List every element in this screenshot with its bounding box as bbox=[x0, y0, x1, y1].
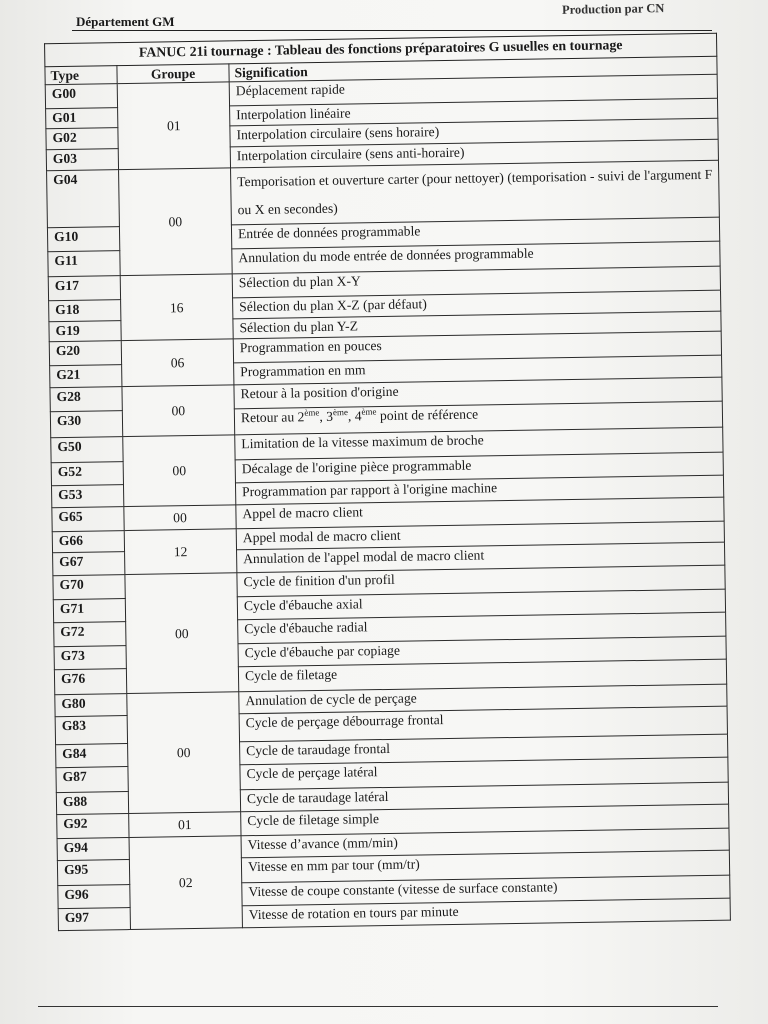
g-code-cell: G28 bbox=[50, 387, 122, 412]
g-code-cell: G50 bbox=[51, 437, 123, 463]
g-code-cell: G96 bbox=[58, 885, 130, 909]
meaning-cell: Décalage de l'origine pièce programmable bbox=[235, 452, 723, 483]
group-cell: 00 bbox=[123, 435, 236, 507]
meaning-cell: Cycle de filetage bbox=[238, 659, 726, 692]
g-code-cell: G03 bbox=[46, 149, 118, 171]
g-code-cell: G53 bbox=[51, 485, 123, 508]
meaning-cell: Limitation de la vitesse maximum de broche bbox=[235, 427, 723, 460]
group-cell: 00 bbox=[122, 385, 235, 437]
meaning-cell: Sélection du plan Y-Z bbox=[233, 311, 721, 339]
footer-rule bbox=[38, 1006, 718, 1007]
g-code-cell: G94 bbox=[57, 838, 129, 861]
meaning-cell: Cycle d'ébauche axial bbox=[237, 589, 725, 620]
g-code-cell: G84 bbox=[56, 744, 128, 768]
meaning-cell: Cycle de finition d'un profil bbox=[237, 565, 725, 597]
g-code-cell: G00 bbox=[45, 84, 117, 109]
header-rule bbox=[72, 30, 712, 31]
meaning-cell: Programmation par rapport à l'origine machine bbox=[235, 475, 723, 505]
group-cell: 01 bbox=[117, 82, 230, 170]
meaning-cell: Programmation en pouces bbox=[233, 331, 721, 363]
meaning-text-part: Retour au 2 bbox=[240, 409, 305, 426]
meaning-cell: Vitesse de rotation en tours par minute bbox=[242, 898, 730, 928]
meaning-cell: Cycle de perçage débourrage frontal bbox=[239, 706, 727, 742]
meaning-cell: Interpolation circulaire (sens horaire) bbox=[230, 118, 718, 147]
g-code-cell: G83 bbox=[55, 716, 127, 745]
g-code-cell: G52 bbox=[51, 462, 123, 486]
table-body bbox=[45, 74, 730, 930]
g-code-cell: G71 bbox=[53, 599, 125, 623]
meaning-cell: Cycle d'ébauche radial bbox=[238, 612, 726, 644]
table-title: FANUC 21i tournage : Tableau des fonctions préparatoires G usuelles en tournage bbox=[45, 33, 717, 67]
meaning-cell: Cycle d'ébauche par copiage bbox=[238, 636, 726, 667]
group-cell: 00 bbox=[124, 505, 236, 531]
meaning-cell: Cycle de taraudage frontal bbox=[240, 734, 728, 765]
g-code-cell: G73 bbox=[54, 646, 126, 670]
meaning-cell: Annulation du mode entrée de données programmable bbox=[232, 241, 720, 274]
group-cell: 00 bbox=[119, 168, 233, 276]
meaning-cell: Vitesse de coupe constante (vitesse de surface constante) bbox=[242, 875, 730, 906]
ordinal-superscript: ème bbox=[332, 407, 348, 418]
g-code-cell: G70 bbox=[53, 575, 125, 600]
meaning-cell: Entrée de données programmable bbox=[231, 217, 719, 249]
group-cell: 16 bbox=[120, 274, 233, 341]
g-code-cell: G30 bbox=[50, 411, 122, 438]
meaning-text-part: point de référence bbox=[376, 406, 479, 424]
meaning-text-part: , 3 bbox=[319, 408, 334, 424]
g-code-cell: G11 bbox=[48, 251, 120, 277]
ordinal-superscript: ème bbox=[304, 407, 320, 418]
column-header-meaning: Signification bbox=[229, 56, 717, 82]
g-code-cell: G17 bbox=[48, 276, 120, 301]
g-code-cell: G88 bbox=[56, 792, 128, 815]
meaning-cell: Programmation en mm bbox=[234, 355, 722, 385]
column-header-type: Type bbox=[45, 66, 117, 85]
meaning-cell: Appel de macro client bbox=[236, 497, 724, 529]
g-code-cell: G80 bbox=[55, 694, 127, 717]
meaning-cell: Annulation de cycle de perçage bbox=[239, 684, 727, 714]
production-label: Production par CN bbox=[561, 1, 665, 17]
g-code-cell: G97 bbox=[58, 908, 130, 931]
g-code-cell: G65 bbox=[52, 507, 124, 532]
g-code-cell: G20 bbox=[49, 341, 121, 366]
group-cell: 00 bbox=[125, 573, 239, 694]
g-code-cell: G02 bbox=[46, 128, 118, 150]
group-cell: 02 bbox=[129, 836, 242, 930]
meaning-cell: Sélection du plan X-Y bbox=[232, 266, 720, 298]
g-code-cell: G76 bbox=[54, 669, 126, 695]
g-code-cell: G18 bbox=[49, 300, 121, 322]
meaning-cell: Cycle de perçage latéral bbox=[240, 757, 728, 790]
g-code-cell: G67 bbox=[53, 552, 125, 576]
meaning-cell: Appel modal de macro client bbox=[236, 521, 724, 550]
department-label: Département GM bbox=[76, 14, 175, 29]
table-row bbox=[47, 160, 720, 228]
group-cell: 00 bbox=[127, 692, 241, 814]
g-code-cell: G72 bbox=[54, 622, 126, 647]
g-code-cell: G87 bbox=[56, 767, 128, 793]
meaning-cell: Retour à la position d'origine bbox=[234, 377, 722, 409]
meaning-cell: Temporisation et ouverture carter (pour nettoyer) (temporisation - suivi de l'argument F ou X en secondes) bbox=[231, 160, 720, 225]
meaning-cell: Déplacement rapide bbox=[229, 74, 717, 106]
g-code-cell: G92 bbox=[57, 814, 129, 839]
g-code-table bbox=[44, 33, 731, 931]
group-cell: 01 bbox=[129, 812, 241, 838]
meaning-cell: Annulation de l'appel modal de macro client bbox=[237, 542, 725, 573]
ordinal-superscript: ème bbox=[361, 406, 377, 417]
meaning-text-part: , 4 bbox=[347, 408, 362, 424]
meaning-cell: Sélection du plan X-Z (par défaut) bbox=[233, 290, 721, 319]
meaning-cell: Interpolation circulaire (sens anti-horaire) bbox=[230, 139, 718, 168]
meaning-cell: Cycle de filetage simple bbox=[241, 804, 729, 836]
group-cell: 12 bbox=[124, 529, 237, 575]
meaning-cell: Interpolation linéaire bbox=[230, 98, 718, 126]
g-code-cell: G66 bbox=[52, 531, 124, 553]
meaning-cell: Vitesse en mm par tour (mm/tr) bbox=[241, 850, 729, 883]
column-header-group: Groupe bbox=[117, 64, 229, 84]
g-code-cell: G19 bbox=[49, 321, 121, 342]
meaning-cell: Cycle de taraudage latéral bbox=[240, 782, 728, 812]
g-code-cell: G21 bbox=[50, 365, 122, 388]
g-code-cell: G01 bbox=[46, 108, 118, 129]
g-code-table-sheet bbox=[44, 33, 730, 931]
g-code-cell: G10 bbox=[47, 227, 119, 252]
group-cell: 06 bbox=[121, 339, 234, 387]
meaning-cell: Vitesse d’avance (mm/min) bbox=[241, 828, 729, 858]
g-code-cell: G04 bbox=[47, 170, 120, 228]
g-code-cell: G95 bbox=[57, 860, 129, 886]
